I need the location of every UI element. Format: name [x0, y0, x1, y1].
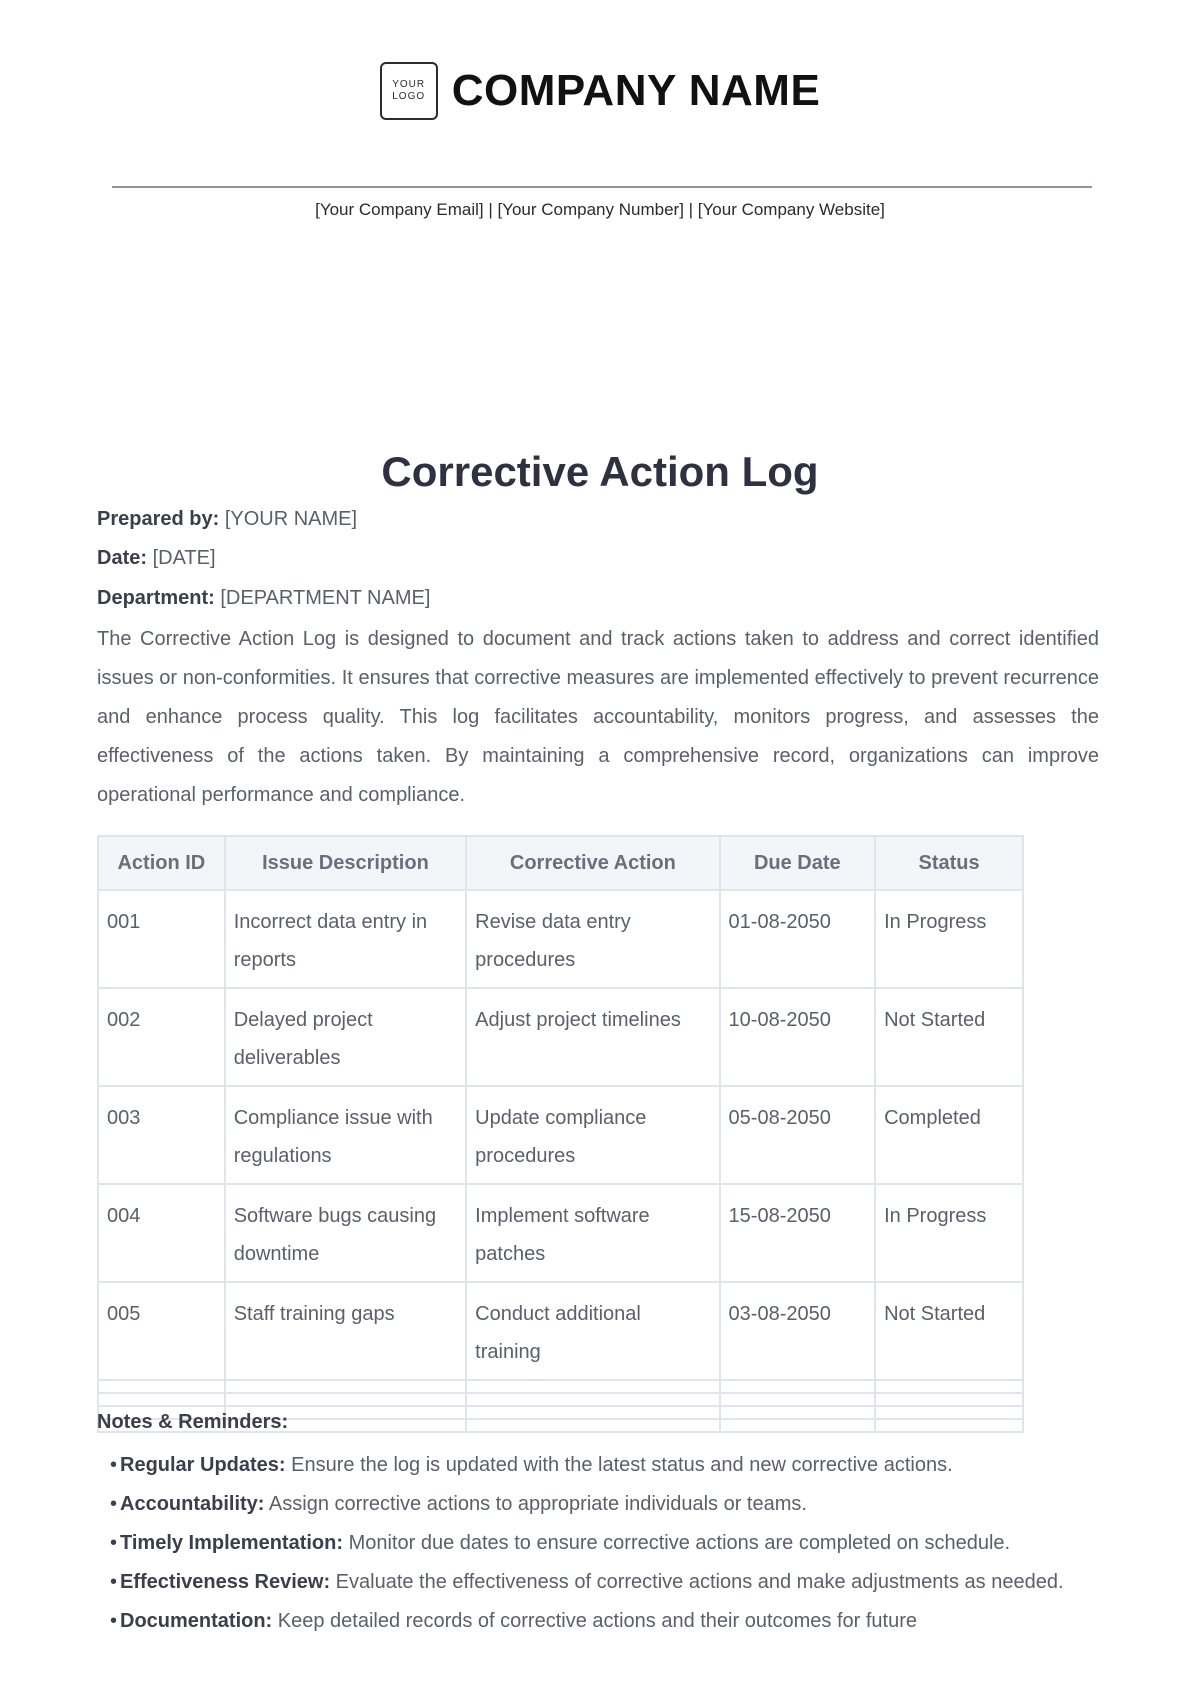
cell-action-id: 005: [98, 1282, 225, 1380]
column-header-status: Status: [875, 836, 1023, 890]
column-header-corrective-action: Corrective Action: [466, 836, 719, 890]
empty-cell: [466, 1393, 719, 1406]
date-value: [DATE]: [152, 547, 216, 569]
cell-corrective-action: Adjust project timelines: [466, 988, 719, 1086]
intro-paragraph: The Corrective Action Log is designed to document and track actions taken to address and correct identified issues or non-conformities. It ensures that corrective measures are implemented effectively to prevent recurrence and enhance process quality. This log facilitates accountability, monitors progress, and assesses the effectiveness of the actions taken. By maintaining a comprehensive record, organizations can improve operational performance and compliance.: [97, 628, 1099, 806]
notes-list: [110, 1446, 1076, 1641]
table-row: [98, 1086, 1023, 1184]
date-field: [97, 547, 216, 570]
cell-corrective-action: Implement software patches: [466, 1184, 719, 1282]
note-text: Monitor due dates to ensure corrective actions are completed on schedule.: [348, 1532, 1011, 1554]
column-header-due-date: Due Date: [720, 836, 876, 890]
cell-issue-description: Software bugs causing downtime: [225, 1184, 466, 1282]
empty-cell: [225, 1393, 466, 1406]
cell-due-date: 15-08-2050: [720, 1184, 876, 1282]
table-row: [98, 988, 1023, 1086]
department-label: Department:: [97, 587, 215, 609]
cell-corrective-action: Update compliance procedures: [466, 1086, 719, 1184]
empty-cell: [875, 1419, 1023, 1432]
list-item: [110, 1563, 1076, 1602]
cell-status: Not Started: [875, 1282, 1023, 1380]
cell-due-date: 01-08-2050: [720, 890, 876, 988]
cell-issue-description: Incorrect data entry in reports: [225, 890, 466, 988]
document-header: [0, 62, 1200, 120]
list-item: [110, 1602, 1076, 1641]
cell-due-date: 05-08-2050: [720, 1086, 876, 1184]
empty-cell: [720, 1419, 876, 1432]
empty-cell: [466, 1380, 719, 1393]
logo-text-line2: LOGO: [392, 91, 426, 102]
cell-status: Not Started: [875, 988, 1023, 1086]
cell-corrective-action: Revise data entry procedures: [466, 890, 719, 988]
empty-cell: [875, 1406, 1023, 1419]
header-divider: [112, 186, 1092, 188]
empty-cell: [720, 1380, 876, 1393]
note-label: Timely Implementation:: [120, 1532, 344, 1554]
empty-cell: [720, 1393, 876, 1406]
note-label: Accountability:: [120, 1493, 265, 1515]
column-header-action-id: Action ID: [98, 836, 225, 890]
prepared-by: [97, 508, 357, 531]
table-empty-row: [98, 1380, 1023, 1393]
department-field: [97, 587, 430, 610]
note-text: Keep detailed records of corrective actions and their outcomes for future: [277, 1610, 918, 1632]
notes-title: Notes & Reminders:: [97, 1411, 289, 1433]
logo-text-line1: YOUR: [392, 79, 426, 90]
column-header-issue-description: Issue Description: [225, 836, 466, 890]
date-label: Date:: [97, 547, 148, 569]
list-item: [110, 1446, 1076, 1485]
table-row: [98, 1282, 1023, 1380]
cell-action-id: 003: [98, 1086, 225, 1184]
list-item: [110, 1524, 1076, 1563]
corrective-action-table: [97, 835, 1024, 1433]
note-label: Effectiveness Review:: [120, 1571, 331, 1593]
note-label: Regular Updates:: [120, 1454, 286, 1476]
company-logo: [380, 62, 438, 120]
table-header-row: [98, 836, 1023, 890]
note-label: Documentation:: [120, 1610, 273, 1632]
cell-status: In Progress: [875, 1184, 1023, 1282]
note-text: Ensure the log is updated with the latest status and new corrective actions.: [291, 1454, 953, 1476]
department-value: [DEPARTMENT NAME]: [220, 587, 431, 609]
list-item: [110, 1485, 1076, 1524]
empty-cell: [98, 1380, 225, 1393]
table-row: [98, 890, 1023, 988]
note-text: Evaluate the effectiveness of corrective actions and make adjustments as needed.: [335, 1571, 1064, 1593]
table-row: [98, 1184, 1023, 1282]
prepared-by-value: [YOUR NAME]: [224, 508, 358, 530]
company-name: COMPANY NAME: [451, 66, 821, 115]
cell-action-id: 004: [98, 1184, 225, 1282]
empty-cell: [466, 1419, 719, 1432]
cell-due-date: 10-08-2050: [720, 988, 876, 1086]
cell-action-id: 002: [98, 988, 225, 1086]
cell-corrective-action: Conduct additional training: [466, 1282, 719, 1380]
empty-cell: [225, 1380, 466, 1393]
empty-cell: [720, 1406, 876, 1419]
cell-due-date: 03-08-2050: [720, 1282, 876, 1380]
cell-issue-description: Delayed project deliverables: [225, 988, 466, 1086]
empty-cell: [466, 1406, 719, 1419]
empty-cell: [98, 1393, 225, 1406]
company-contact-line: [Your Company Email] | [Your Company Number] | [Your Company Website]: [315, 200, 885, 219]
table-empty-row: [98, 1393, 1023, 1406]
document-title: Corrective Action Log: [381, 448, 819, 495]
prepared-by-label: Prepared by:: [97, 508, 220, 530]
cell-status: Completed: [875, 1086, 1023, 1184]
empty-cell: [875, 1380, 1023, 1393]
cell-issue-description: Compliance issue with regulations: [225, 1086, 466, 1184]
cell-action-id: 001: [98, 890, 225, 988]
cell-status: In Progress: [875, 890, 1023, 988]
empty-cell: [875, 1393, 1023, 1406]
note-text: Assign corrective actions to appropriate individuals or teams.: [268, 1493, 807, 1515]
cell-issue-description: Staff training gaps: [225, 1282, 466, 1380]
